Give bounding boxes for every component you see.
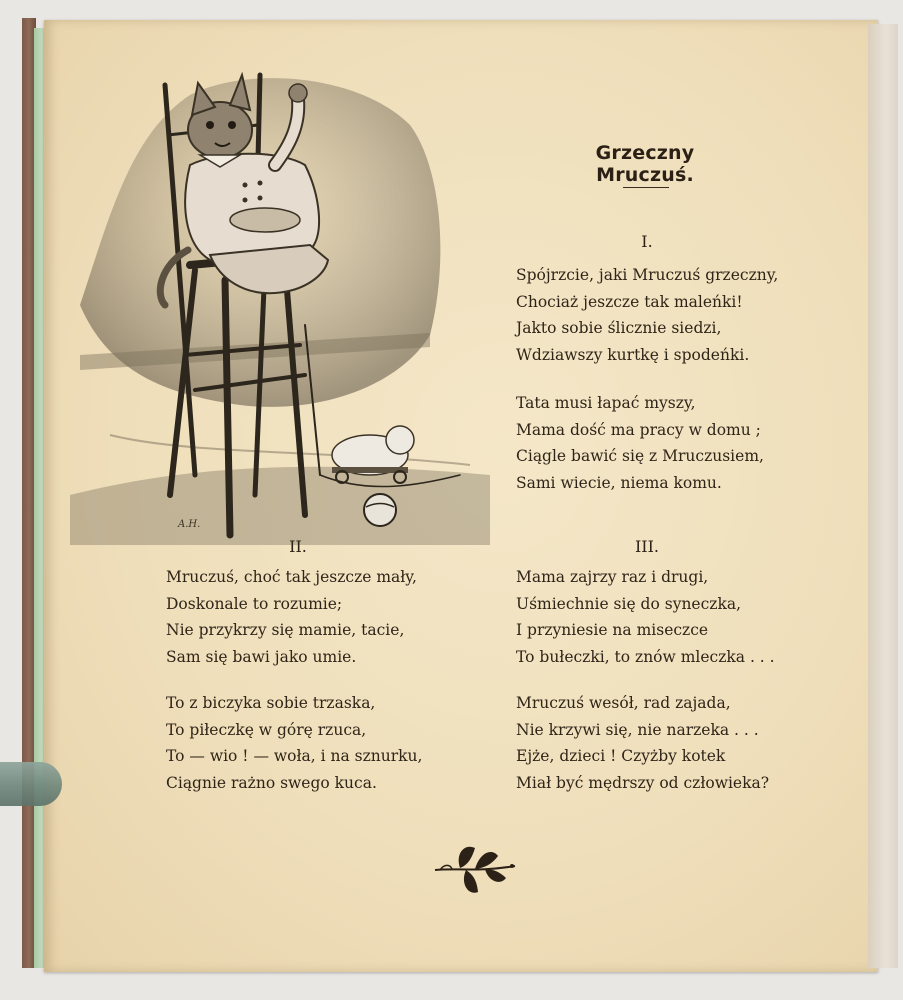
- verse-line: To piłeczkę w górę rzuca,: [166, 720, 367, 739]
- stanza-3-2: [516, 690, 769, 796]
- verse-line: Tata musi łapać myszy,: [516, 394, 696, 412]
- stanza-1-1: [516, 262, 778, 368]
- illustration-signature: A.H.: [178, 519, 201, 530]
- floral-ornament-icon: [430, 838, 520, 902]
- verse-line: To bułeczki, to znów mleczka . . .: [516, 647, 775, 666]
- verse-line: Uśmiechnie się do syneczka,: [516, 594, 742, 613]
- verse-line: To — wio ! — woła, i na sznurku,: [166, 747, 423, 765]
- verse-line: Sam się bawi jako umie.: [166, 647, 357, 666]
- verse-line: Mama zajrzy raz i drugi,: [516, 568, 709, 586]
- verse-line: Sami wiecie, niema komu.: [516, 473, 722, 492]
- verse-line: To z biczyka sobie trzaska,: [166, 694, 376, 712]
- poem-title: Grzeczny Mruczuś.: [595, 142, 695, 186]
- page-tab-marker: [0, 762, 62, 806]
- verse-line: Miał być mędrszy od człowieka?: [516, 773, 770, 792]
- kitten-on-high-chair-illustration: [70, 55, 490, 545]
- verse-line: Mama dość ma pracy w domu ;: [516, 420, 761, 439]
- verse-line: Nie przykrzy się mamie, tacie,: [166, 621, 405, 639]
- section-number-1: I.: [641, 232, 653, 251]
- verse-line: Mruczuś, choć tak jeszcze mały,: [166, 568, 417, 586]
- section-number-3: III.: [634, 537, 660, 556]
- verse-line: Ejże, dzieci ! Czyżby kotek: [516, 747, 726, 765]
- section-number-2: II.: [289, 537, 307, 556]
- stanza-1-2: [516, 390, 764, 496]
- stanza-3-1: [516, 564, 775, 670]
- verse-line: Ciągnie rażno swego kuca.: [166, 773, 377, 792]
- stanza-2-1: [166, 564, 417, 670]
- next-page-edge: [868, 24, 898, 968]
- verse-line: Doskonale to rozumie;: [166, 594, 343, 613]
- verse-line: Jakto sobie ślicznie siedzi,: [516, 319, 722, 337]
- title-rule: [623, 187, 669, 188]
- verse-line: Spójrzcie, jaki Mruczuś grzeczny,: [516, 266, 779, 284]
- verse-line: Chociaż jeszcze tak maleńki!: [516, 292, 743, 311]
- verse-line: Ciągle bawić się z Mruczusiem,: [516, 447, 764, 465]
- verse-line: I przyniesie na miseczce: [516, 621, 709, 639]
- verse-line: Wdziawszy kurtkę i spodeńki.: [516, 345, 750, 364]
- stanza-2-2: [166, 690, 422, 796]
- verse-line: Mruczuś wesół, rad zajada,: [516, 694, 731, 712]
- verse-line: Nie krzywi się, nie narzeka . . .: [516, 720, 759, 739]
